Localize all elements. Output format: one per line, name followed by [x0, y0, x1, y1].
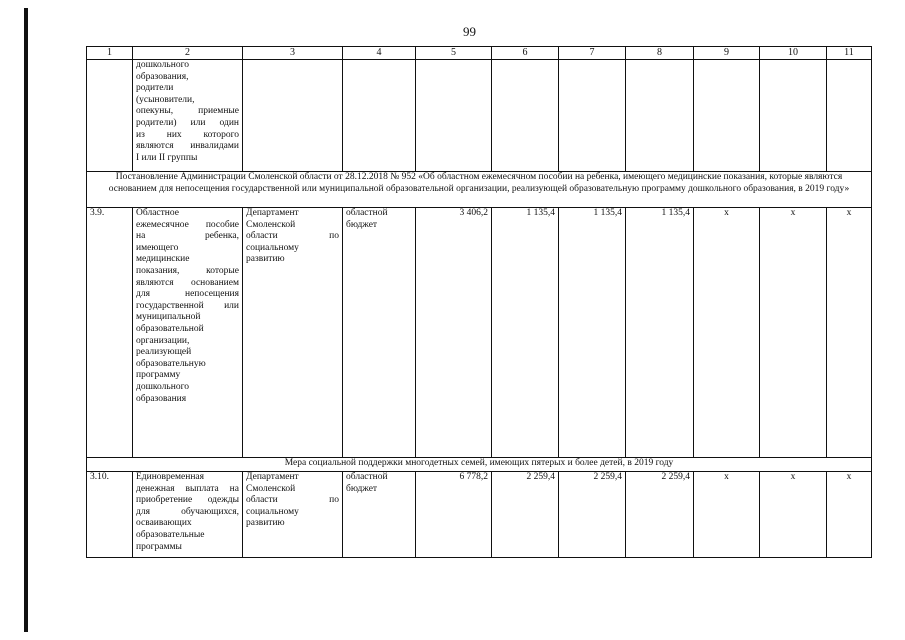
col9-cell: x: [694, 208, 760, 458]
text-line: программы: [136, 541, 182, 552]
section-heading-large-families: Мера социальной поддержки многодетных семей, имеющих пятерых и более детей, в 2019 году: [87, 458, 872, 472]
text-line: Областное: [136, 208, 179, 218]
section-heading-row: [87, 172, 872, 208]
budget-table: [86, 46, 872, 558]
total-amount-cell: 6 778,2: [416, 472, 492, 558]
text-line: образования,: [136, 71, 189, 82]
text-line: (усыновители,: [136, 94, 195, 105]
section-heading-resolution: Постановление Администрации Смоленской области от 28.12.2018 № 952 «Об областном ежемесячном пособии на ребенка, имеющего медицинские показания, которые являются основанием для непосещения государственной или муниципальной образовательной организации, реализующей образовательную программу дошкольного образования, в 2019 году»: [87, 172, 872, 208]
measure-name-cell: [133, 472, 243, 558]
text-line: являются инвалидами: [136, 141, 239, 152]
text-line: приобретение одежды: [136, 495, 239, 506]
page-number: 99: [463, 24, 476, 39]
col11-cell: x: [827, 208, 872, 458]
table-row-continued: [87, 60, 872, 172]
text-line: дошкольного: [136, 381, 189, 392]
text-line: Единовременная: [136, 472, 204, 482]
year1-amount-cell: 2 259,4: [492, 472, 559, 558]
text-line: Департамент: [246, 472, 299, 482]
text-line: образовательной: [136, 323, 204, 334]
text-line: осваивающих: [136, 518, 192, 529]
text-line: развитию: [246, 254, 285, 265]
col9-cell: x: [694, 472, 760, 558]
text-line: областной: [346, 208, 388, 218]
column-number: 9: [694, 47, 760, 60]
table-cell: [492, 60, 559, 172]
col10-cell: x: [760, 472, 827, 558]
column-number: 5: [416, 47, 492, 60]
column-number: 6: [492, 47, 559, 60]
table-cell: [416, 60, 492, 172]
table-row-3-9: [87, 208, 872, 458]
table-cell: [760, 60, 827, 172]
department-cell: [243, 472, 343, 558]
table-row-3-10: [87, 472, 872, 558]
text-line: родители: [136, 83, 174, 94]
text-line: области по: [246, 495, 339, 506]
measure-name-cell: [133, 208, 243, 458]
text-line: медицинские: [136, 254, 190, 265]
text-line: для непосещения: [136, 289, 239, 300]
text-line: родители) или один: [136, 117, 239, 128]
column-number: 7: [559, 47, 626, 60]
text-line: образовательную: [136, 358, 206, 369]
text-line: областной: [346, 472, 388, 482]
table-cell: [827, 60, 872, 172]
column-number: 4: [343, 47, 416, 60]
binding-edge-bar: [24, 8, 28, 632]
column-number: 11: [827, 47, 872, 60]
text-line: денежная выплата на: [136, 483, 239, 494]
table-cell: [559, 60, 626, 172]
column-number: 8: [626, 47, 694, 60]
table-cell: [87, 60, 133, 172]
text-line: Департамент: [246, 208, 299, 218]
table-cell: [343, 60, 416, 172]
department-cell: [243, 208, 343, 458]
text-line: Смоленской: [246, 483, 296, 494]
text-line: программу: [136, 370, 181, 381]
column-number: 2: [133, 47, 243, 60]
year3-amount-cell: 2 259,4: [626, 472, 694, 558]
column-number: 1: [87, 47, 133, 60]
col11-cell: x: [827, 472, 872, 558]
text-line: на ребенка,: [136, 231, 239, 242]
text-line: опекуны, приемные: [136, 106, 239, 117]
text-line: показания, которые: [136, 265, 239, 276]
total-amount-cell: 3 406,2: [416, 208, 492, 458]
col10-cell: x: [760, 208, 827, 458]
text-line: являются основанием: [136, 277, 239, 288]
text-line: социальному: [246, 242, 299, 253]
text-line: образовательные: [136, 529, 205, 540]
recipient-description-cell: [133, 60, 243, 172]
text-line: I или II группы: [136, 152, 198, 163]
year3-amount-cell: 1 135,4: [626, 208, 694, 458]
text-line: образования: [136, 393, 187, 404]
text-line: реализующей: [136, 347, 192, 358]
column-numbers-row: [87, 47, 872, 60]
year2-amount-cell: 1 135,4: [559, 208, 626, 458]
funding-source-cell: [343, 208, 416, 458]
text-line: Смоленской: [246, 219, 296, 230]
text-line: бюджет: [346, 219, 378, 230]
column-number: 3: [243, 47, 343, 60]
text-line: государственной или: [136, 300, 239, 311]
text-line: муниципальной: [136, 312, 201, 323]
text-line: развитию: [246, 518, 285, 529]
text-line: имеющего: [136, 242, 179, 253]
text-line: организации,: [136, 335, 190, 346]
text-line: дошкольного: [136, 60, 189, 70]
text-line: социальному: [246, 506, 299, 517]
year1-amount-cell: 1 135,4: [492, 208, 559, 458]
row-number: 3.10.: [87, 472, 133, 558]
year2-amount-cell: 2 259,4: [559, 472, 626, 558]
table-cell: [626, 60, 694, 172]
text-line: области по: [246, 231, 339, 242]
table-cell: [243, 60, 343, 172]
section-heading-row: [87, 458, 872, 472]
column-number: 10: [760, 47, 827, 60]
row-number: 3.9.: [87, 208, 133, 458]
table-cell: [694, 60, 760, 172]
text-line: ежемесячное пособие: [136, 219, 239, 230]
text-line: для обучающихся,: [136, 506, 239, 517]
text-line: бюджет: [346, 483, 378, 494]
text-line: из них которого: [136, 129, 239, 140]
funding-source-cell: [343, 472, 416, 558]
